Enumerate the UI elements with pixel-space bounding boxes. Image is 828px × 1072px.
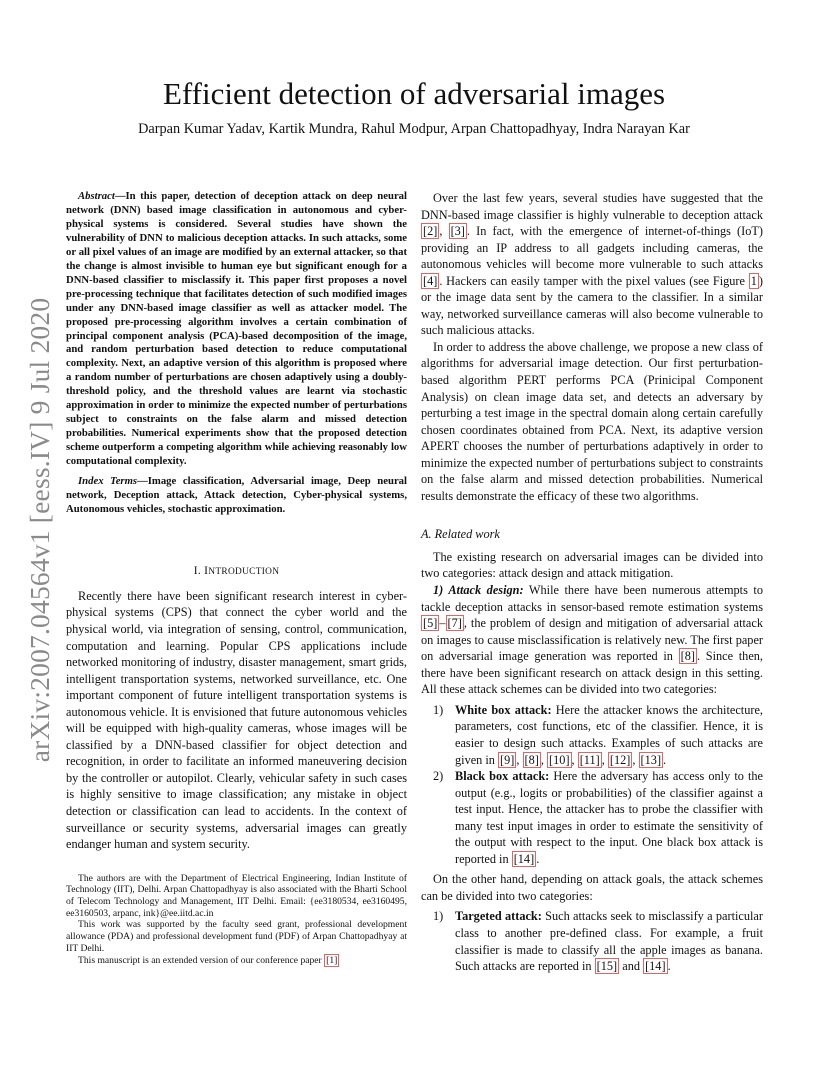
text-run: , the problem of design and mitigation of adversarial attack on images to cause misclassification is relatively new. The first paper on adversarial image generation was reported in (421, 616, 763, 664)
citation-link[interactable]: [10] (549, 752, 570, 767)
list-text: Here the attacker knows the architecture, parameters, cost functions, etc of the classifier. Hence, it is easier to design such attacks. Examples of such attacks are given in (455, 702, 763, 767)
citation-link[interactable]: [14] (513, 851, 535, 866)
attack-design-paragraph (421, 582, 763, 698)
text-run: , (439, 224, 449, 239)
list-term: White box attack: (455, 702, 552, 717)
citation-link[interactable]: [7] (447, 616, 462, 631)
author-list: Darpan Kumar Yadav, Kartik Mundra, Rahul Modpur, Arpan Chattopadhyay, Indra Narayan Kar (138, 121, 690, 137)
list-number: 2) (433, 769, 444, 784)
list-text: Here the adversary has access only to the output (e.g., logits or probabilities) of the classifier against a test input. Hence, the attacker has to probe the classifier with many test input images in order to estimate the sensitivity of the output with respect to the input. One black box attack is reported in (455, 769, 764, 866)
abstract-text: —In this paper, detection of deception attack on deep neural network (DNN) based image classification in autonomous and cyber-physical systems is considered. Several studies have shown the vulnerability of DNN to malicious deception attacks. In such attacks, some or all pixel values of an image are modified by an external attacker, so that the change is almost invisible to human eye but significant enough for a DNN-based classifier to misclassify it. This paper first proposes a novel pre-processing technique that facilitates detection of such modified images under any DNN-based image classifier as well as attacker model. The proposed pre-processing algorithm involves a certain combination of principal component analysis (PCA)-based decomposition of the image, and random perturbation based detection to reduce computational complexity. Next, an adaptive version of this algorithm is proposed where a random number of perturbations are chosen adaptively using a doubly-threshold policy, and the threshold values are learnt via stochastic approximation in order to minimize the expected number of perturbations subject to constraints on the false alarm and missed detection probabilities. Numerical experiments show that the proposed detection scheme outperform a competing algorithm while achieving reasonably low computational complexity. (66, 190, 407, 468)
right-column (421, 190, 763, 975)
text-run: Over the last few years, several studies have suggested that the DNN-based image classifier is highly vulnerable to deception attack (421, 191, 763, 222)
list-term: Targeted attack: (455, 909, 542, 924)
list-text: . (667, 959, 671, 974)
related-work-heading: A. Related work (421, 527, 500, 542)
figure-link[interactable]: 1 (750, 273, 757, 288)
footnote-affiliation: The authors are with the Department of Electrical Engineering, Indian Institute of Technology (IIT), Delhi. Arpan Chattopadhyay is also associated with the Bharti School of Telecom Technology and Management, IIT Delhi. Email: {ee3180534, ee3160495, ee3160503, arpanc, ink}@ee.iitd.ac.in (66, 872, 407, 919)
list-number: 1) (433, 909, 444, 924)
citation-link[interactable]: [2] (423, 224, 438, 239)
footnote-funding: This work was supported by the faculty seed grant, professional development allowance (PDA) and professional development fund (PDF) of Arpan Chattopadhyay at IIT Delhi. (66, 919, 407, 954)
text-run: ) or the image data sent by the camera to the classifier. In a similar way, networked surveillance cameras will also become vulnerable to such malicious attacks. (421, 273, 763, 338)
attack-goal-list (421, 908, 763, 974)
citation-link[interactable]: [9] (500, 752, 515, 767)
list-number: 1) (433, 702, 444, 717)
citation-link[interactable]: [5] (423, 616, 438, 631)
list-term: Black box attack: (455, 769, 550, 784)
citation-link[interactable]: [1] (326, 954, 338, 966)
abstract (66, 190, 407, 469)
attack-design-label: 1) Attack design: (433, 583, 524, 598)
abstract-label: Abstract (78, 190, 115, 202)
citation-link[interactable]: [13] (640, 752, 662, 767)
list-item (421, 768, 763, 867)
left-column (66, 190, 407, 966)
text-run: – (439, 616, 446, 631)
contribution-paragraph: In order to address the above challenge, we propose a new class of algorithms for adversarial image detection. Our first perturbation-based algorithm PERT performs PCA (Prinicipal Component Analysis) on clean image data set, and detects an adversary by perturbing a test image in the spectral domain along certain carefully chosen coordinates obtained from PCA. Next, its adaptive version APERT chooses the number of perturbations adaptively in order to minimize the expected number of perturbations subject to constraints on the false alarm and missed detection probabilities. Numerical results demonstrate the efficacy of these two algorithms. (421, 339, 763, 503)
arxiv-sidebar (14, 297, 66, 763)
text-run: . Hackers can easily tamper with the pixel values (see Figure (439, 273, 749, 288)
index-terms-text: —Image classification, Adversarial image, Deep neural network, Deception attack, Attack detection, Cyber-physical systems, Autonomous vehicles, stochastic approximation. (66, 475, 407, 515)
index-terms-label: Index Terms (78, 475, 138, 488)
motivation-paragraph (421, 190, 763, 339)
list-text: . (536, 851, 540, 866)
footnote-extended (66, 955, 407, 967)
citation-link[interactable]: [15] (596, 959, 618, 974)
list-text: Such attacks seek to misclassify a particular class to another pre-defined class. For example, a fruit classifier is made to classify all the apple images as banana. Such attacks are reported in (455, 909, 763, 974)
list-text: . (663, 752, 667, 767)
citation-link[interactable]: [8] (680, 649, 695, 664)
text-run: . In fact, with the emergence of internet-of-things (IoT) providing an IP address to all gadgets including cameras, the autonomous vehicles will become more vulnerable to such attacks (421, 224, 763, 272)
list-text: and (619, 959, 644, 974)
citation-link[interactable]: [3] (450, 224, 465, 239)
citation-link[interactable]: [4] (423, 273, 438, 288)
arxiv-id: arXiv:2007.04564v1 [eess.IV] 9 Jul 2020 (24, 297, 55, 763)
attack-goals-paragraph: On the other hand, depending on attack goals, the attack schemes can be divided into two categories: (421, 872, 763, 903)
citation-link[interactable]: [8] (524, 752, 539, 767)
list-item (421, 908, 763, 974)
text-run: . Since then, there have been significant research on attack design in this setting. All these attack schemes can be divided into two categories: (421, 649, 763, 697)
list-item: 1) White box attack: Here the attacker knows the architecture, parameters, cost functions, etc of the classifier. Hence, it is easier to design such attacks. Examples of such attacks are given in [9] , [8] , [10] , [11] , [12] , [13] . (433, 702, 763, 767)
attack-type-list (421, 702, 763, 867)
text-run: While there have been numerous attempts to tackle deception attacks in sensor-based remote estimation systems (421, 583, 763, 614)
citation-link[interactable]: [14] (645, 959, 666, 974)
intro-paragraph: Recently there have been significant research interest in cyber-physical systems (CPS) that connect the cyber world and the physical world, via integration of sensing, control, communication, computation and learning. Popular CPS applications include networked monitoring of industry, disaster management, smart grids, intelligent transportation systems, networked surveillance, etc. One important component of future intelligent transportation systems is autonomous vehicle. It is envisioned that future autonomous vehicles will be equipped with high-quality cameras, whose images will be classified by a DNN-based classifier for object detection and recognition, in order to facilitate an informed maneuvering decision by the controller or autopilot. Clearly, vehicular safety in such cases is highly sensitive to image classification; any mistake in object detection or classification can lead to accidents. In the context of surveillance or security systems, adversarial images can greatly endanger human and system security. (66, 588, 407, 852)
paper-title: Efficient detection of adversarial images (162, 76, 666, 111)
citation-link[interactable]: [11] (579, 752, 600, 767)
citation-link[interactable]: [12] (609, 752, 631, 767)
footnote-extended-text: This manuscript is an extended version of our conference paper (78, 954, 325, 966)
intro-heading: I. INTRODUCTION (193, 564, 280, 577)
related-work-paragraph: The existing research on adversarial images can be divided into two categories: attack design and attack mitigation. (421, 549, 763, 581)
index-terms (66, 475, 407, 517)
